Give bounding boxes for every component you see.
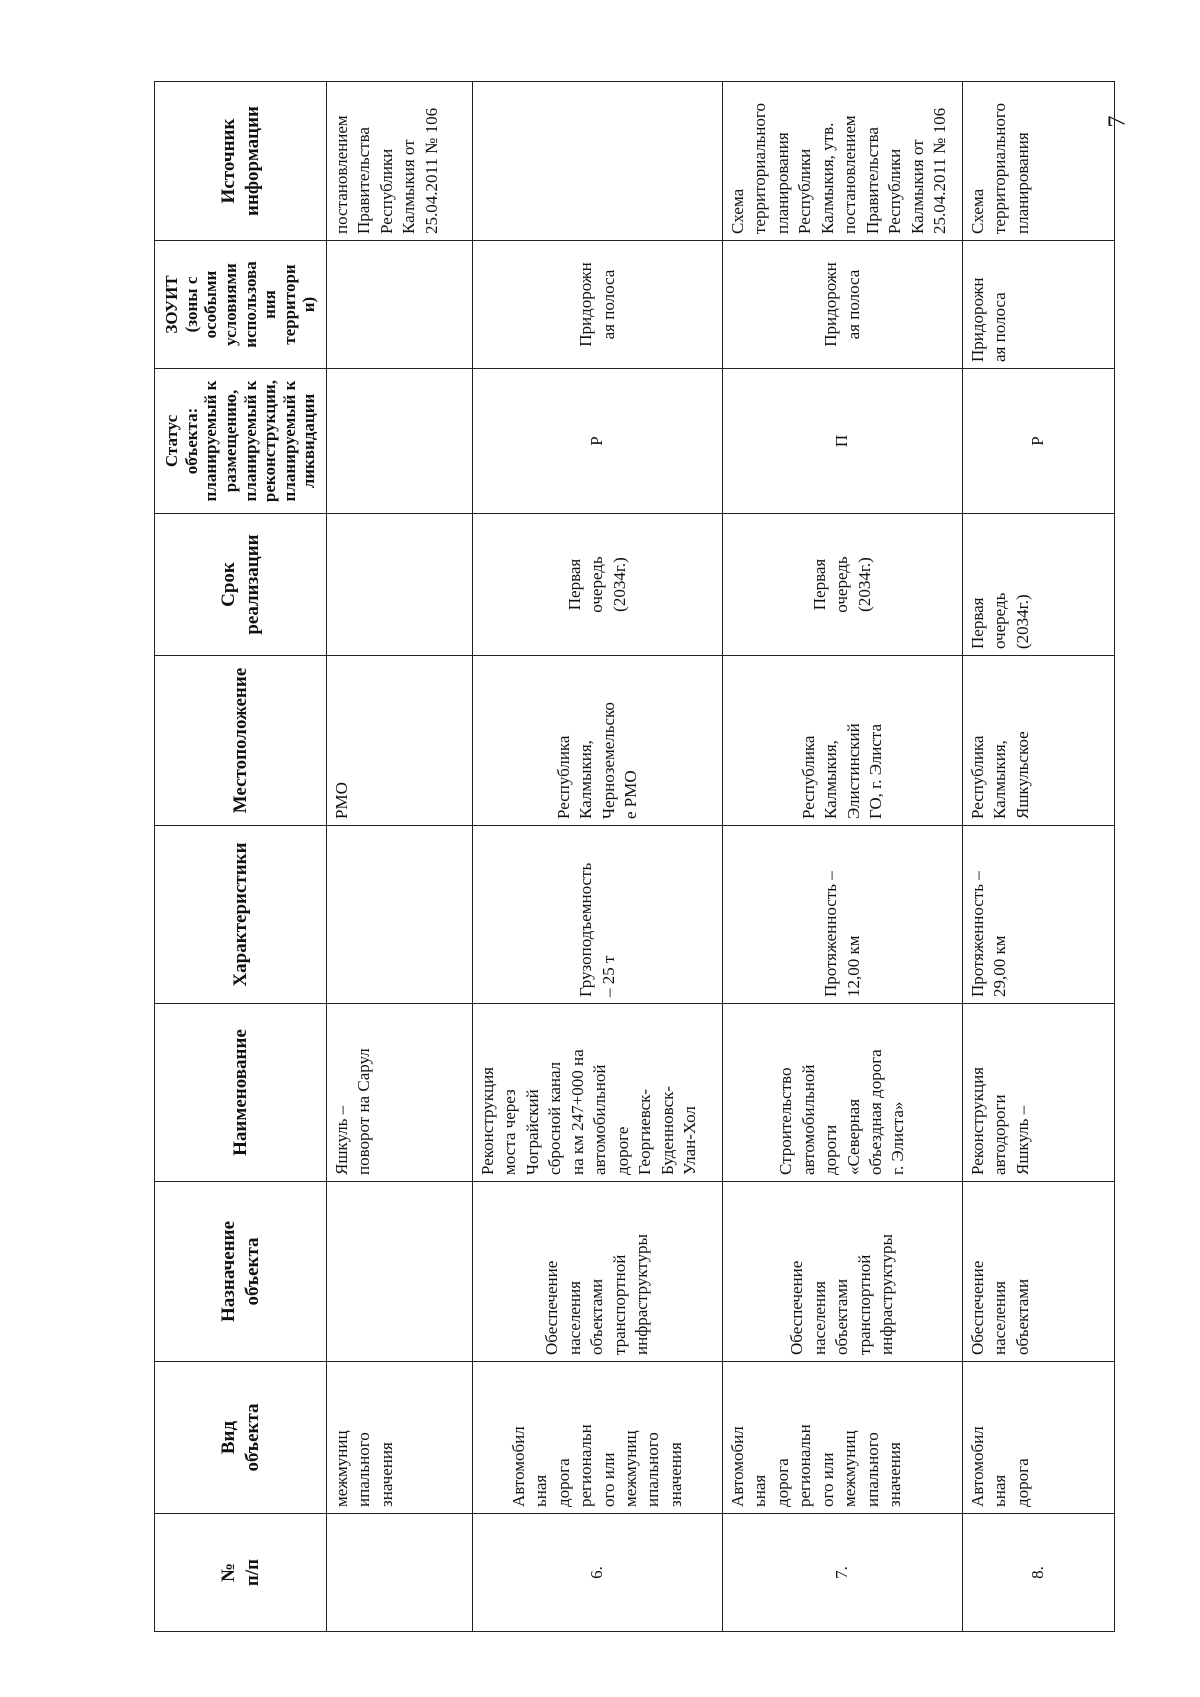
row-source xyxy=(473,82,723,241)
row-status: П xyxy=(723,369,963,514)
cont-status xyxy=(327,369,473,514)
row-num: 7. xyxy=(723,1514,963,1632)
row-term: Первая очередь (2034г.) xyxy=(963,514,1115,656)
header-zouit: ЗОУИТ (зоны с особыми условиями использова ния территори и) xyxy=(155,241,327,369)
cont-location: РМО xyxy=(327,656,473,826)
cont-source: постановлением Правительства Республики Калмыкия от 25.04.2011 № 106 xyxy=(327,82,473,241)
cont-characteristics xyxy=(327,826,473,1004)
objects-table xyxy=(154,81,1115,1632)
row-num: 6. xyxy=(473,1514,723,1632)
row-zouit: Придорожн ая полоса xyxy=(723,241,963,369)
row-purpose: Обеспечение населения объектами xyxy=(963,1182,1115,1362)
header-name: Наименование xyxy=(155,1004,327,1182)
row-zouit: Придорожн ая полоса xyxy=(473,241,723,369)
header-num: № п/п xyxy=(155,1514,327,1632)
table-row xyxy=(473,82,723,1632)
page-number: 7 xyxy=(1104,115,1131,128)
row-location: Республика Калмыкия, Яшкульское xyxy=(963,656,1115,826)
rotated-page xyxy=(154,82,1114,1632)
row-characteristics: Протяженность – 29,00 км xyxy=(963,826,1115,1004)
header-term: Срок реализации xyxy=(155,514,327,656)
row-purpose: Обеспечение населения объектами транспортной инфраструктуры xyxy=(723,1182,963,1362)
row-num: 8. xyxy=(963,1514,1115,1632)
header-characteristics: Характеристики xyxy=(155,826,327,1004)
row-purpose: Обеспечение населения объектами транспортной инфраструктуры xyxy=(473,1182,723,1362)
table-row xyxy=(963,82,1115,1632)
row-source: Схема территориального планирования Республики Калмыкия, утв. постановлением Правительства Республики Калмыкия от 25.04.2011 № 106 xyxy=(723,82,963,241)
row-location: Республика Калмыкия, Черноземельско е РМО xyxy=(473,656,723,826)
cont-num xyxy=(327,1514,473,1632)
row-characteristics: Протяженность – 12,00 км xyxy=(723,826,963,1004)
table-row xyxy=(723,82,963,1632)
cont-term xyxy=(327,514,473,656)
cont-kind: межмуниц ипального значения xyxy=(327,1362,473,1514)
header-purpose: Назначение объекта xyxy=(155,1182,327,1362)
header-source: Источник информации xyxy=(155,82,327,241)
row-status: Р xyxy=(473,369,723,514)
row-source: Схема территориального планирования xyxy=(963,82,1115,241)
cont-purpose xyxy=(327,1182,473,1362)
row-kind: Автомобил ьная дорога xyxy=(963,1362,1115,1514)
row-status: Р xyxy=(963,369,1115,514)
row-name: Реконструкция моста через Чограйский сбросной канал на км 247+000 на автомобильной дороге Георгиевск- Буденновск- Улан-Хол xyxy=(473,1004,723,1182)
cont-zouit xyxy=(327,241,473,369)
row-name: Реконструкция автодороги Яшкуль – xyxy=(963,1004,1115,1182)
row-kind: Автомобил ьная дорога региональн ого или межмуниц ипального значения xyxy=(473,1362,723,1514)
row-term: Первая очередь (2034г.) xyxy=(723,514,963,656)
cont-name: Яшкуль – поворот на Сарул xyxy=(327,1004,473,1182)
continuation-row xyxy=(327,82,473,1632)
header-kind: Вид объекта xyxy=(155,1362,327,1514)
row-term: Первая очередь (2034г.) xyxy=(473,514,723,656)
row-characteristics: Грузоподъемность – 25 т xyxy=(473,826,723,1004)
header-location: Местоположение xyxy=(155,656,327,826)
row-zouit: Придорожн ая полоса xyxy=(963,241,1115,369)
header-status: Статус объекта: планируемый к размещению, планируемый к реконструкции, планируемый к ликвидации xyxy=(155,369,327,514)
row-name: Строительство автомобильной дороги «Северная объездная дорога г. Элиста» xyxy=(723,1004,963,1182)
row-kind: Автомобил ьная дорога региональн ого или межмуниц ипального значения xyxy=(723,1362,963,1514)
row-location: Республика Калмыкия, Элистинский ГО, г. Элиста xyxy=(723,656,963,826)
header-row xyxy=(155,82,327,1632)
